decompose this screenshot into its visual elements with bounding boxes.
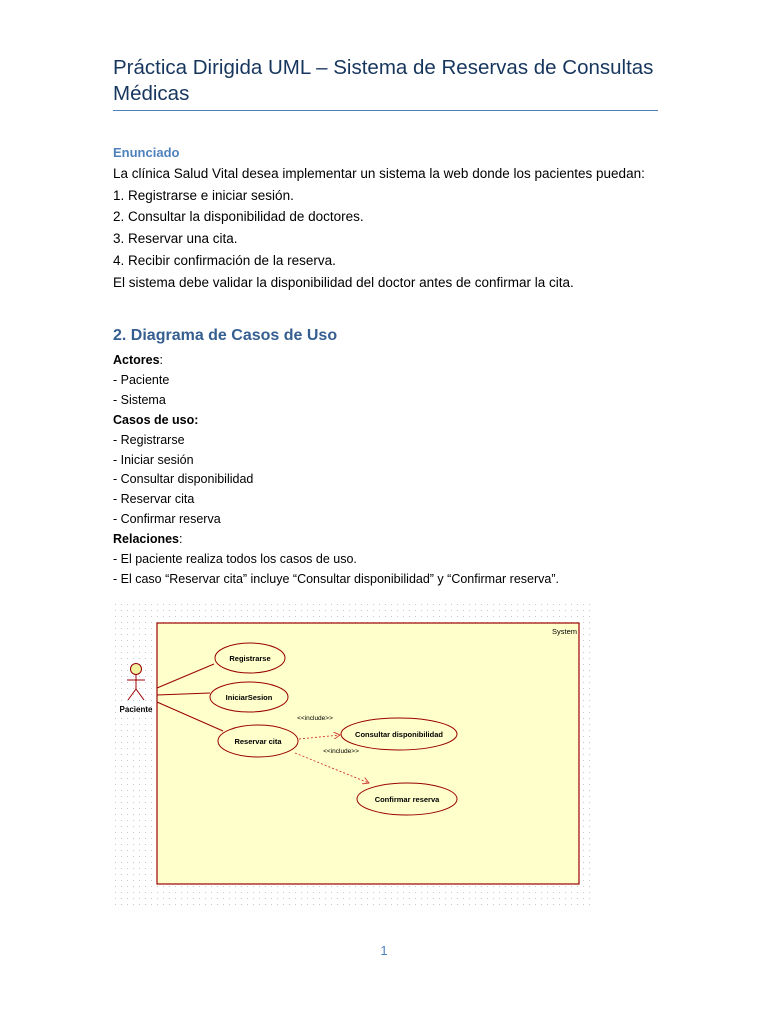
use-case-iniciar-sesion [210, 682, 288, 712]
enunciado-line: 3. Reservar una cita. [113, 231, 238, 247]
title-divider [113, 110, 658, 111]
actor-item: - Sistema [113, 392, 166, 407]
caso-item: - Reservar cita [113, 492, 195, 507]
enunciado-line: 2. Consultar la disponibilidad de doctores. [113, 209, 364, 225]
use-case-label: Registrarse [229, 654, 271, 663]
actor-head [131, 664, 142, 675]
use-case-label: Consultar disponibilidad [355, 730, 443, 739]
actores-colon: : [159, 353, 164, 367]
include-label: <<include>> [323, 748, 359, 755]
actor-label: Paciente [119, 705, 153, 714]
use-case-label: Reservar cita [234, 737, 282, 746]
enunciado-text [113, 163, 645, 293]
relaciones-heading [113, 530, 559, 550]
page-number: 1 [380, 943, 388, 958]
caso-item: - Iniciar sesión [113, 452, 194, 467]
enunciado-line: 4. Recibir confirmación de la reserva. [113, 252, 336, 268]
page-title-line-1: Práctica Dirigida UML – Sistema de Reservas de Consultas [113, 56, 654, 79]
use-case-reservar-cita [218, 725, 298, 757]
system-label: System [551, 627, 577, 636]
enunciado-line: El sistema debe validar la disponibilidad del doctor antes de confirmar la cita. [113, 274, 574, 290]
relaciones-label: Relaciones [113, 532, 180, 547]
actores-label: Actores [113, 353, 160, 367]
enunciado-heading: Enunciado [113, 145, 180, 160]
use-case-confirmar-reserva [357, 783, 457, 815]
use-case-label: IniciarSesion [225, 693, 273, 702]
caso-item: - Consultar disponibilidad [113, 472, 254, 487]
use-case-label: Confirmar reserva [374, 795, 440, 804]
actor-item: - Paciente [113, 372, 170, 387]
actores-heading [113, 351, 559, 371]
relacion-item: - El paciente realiza todos los casos de uso. [113, 552, 357, 567]
caso-item: - Registrarse [113, 432, 185, 447]
caso-item: - Confirmar reserva [113, 512, 221, 527]
enunciado-line: 1. Registrarse e iniciar sesión. [113, 187, 294, 203]
use-case-registrarse [215, 643, 285, 673]
include-label: <<include>> [297, 715, 333, 722]
casos-heading: Casos de uso: [113, 412, 199, 427]
use-case-diagram [113, 602, 593, 908]
page-title [113, 55, 658, 107]
relacion-item: - El caso “Reservar cita” incluye “Consultar disponibilidad” y “Confirmar reserva”. [113, 571, 559, 586]
enunciado-line: La clínica Salud Vital desea implementar un sistema la web donde los pacientes puedan: [113, 166, 645, 181]
use-case-consultar-disponibilidad [341, 718, 457, 750]
use-case-summary [113, 351, 559, 590]
section-heading: 2. Diagrama de Casos de Uso [113, 327, 338, 344]
relaciones-colon: : [179, 532, 183, 547]
page-title-line-2: Médicas [113, 82, 190, 105]
